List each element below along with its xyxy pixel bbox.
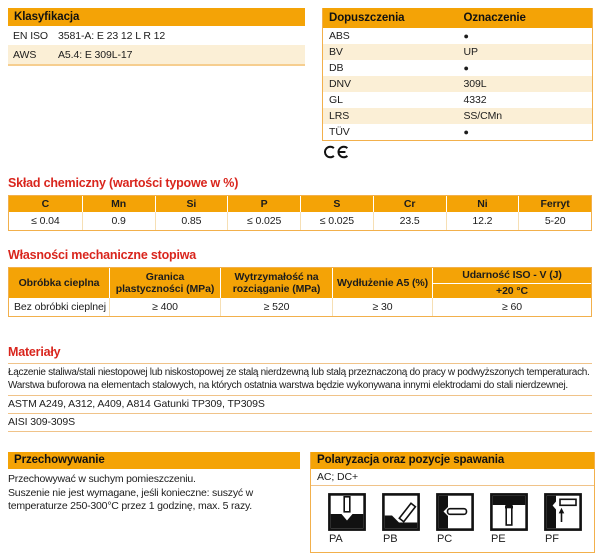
storage-section bbox=[8, 452, 300, 514]
classification-header: Klasyfikacja bbox=[8, 8, 305, 26]
classification-value: 3581-A: E 23 12 L R 12 bbox=[58, 29, 166, 42]
approval-body: DB bbox=[329, 62, 344, 74]
table-row bbox=[323, 76, 592, 92]
chemical-table bbox=[8, 195, 592, 231]
welding-position-pf bbox=[544, 493, 582, 545]
classification-standard: AWS bbox=[13, 48, 37, 61]
materials-standard-line: AISI 309-309S bbox=[8, 414, 592, 432]
column-header: Granica plastyczności (MPa) bbox=[109, 268, 220, 298]
column-header: Ferryt bbox=[518, 196, 591, 212]
table-row bbox=[8, 45, 305, 64]
approval-body: TÜV bbox=[329, 126, 350, 138]
cell-value: 0.9 bbox=[82, 212, 155, 230]
table-row bbox=[323, 44, 592, 60]
chemical-value-row bbox=[9, 212, 591, 230]
classification-table bbox=[8, 8, 305, 66]
storage-header: Przechowywanie bbox=[8, 452, 300, 469]
column-header: Obróbka cieplna bbox=[18, 276, 100, 289]
position-pc-icon bbox=[436, 493, 474, 531]
impact-header-label: Udarność ISO - V (J) bbox=[462, 269, 562, 281]
position-label: PC bbox=[437, 533, 453, 545]
table-row bbox=[323, 124, 592, 140]
position-label: PF bbox=[545, 533, 559, 545]
approval-designation: ● bbox=[463, 127, 469, 137]
storage-line: Przechowywać w suchym pomieszczeniu. bbox=[8, 473, 196, 485]
materials-section-title: Materiały bbox=[8, 345, 61, 359]
approval-designation: 309L bbox=[463, 78, 487, 90]
approval-designation: SS/CMn bbox=[463, 110, 502, 122]
materials-description: Łączenie staliwa/stali niestopowej lub niskostopowej ze stalą nierdzewną lub stalą przeznaczoną do pracy w podwyższonych temperaturach. Warstwa buforowa na elementach stalowych, na których ostatnia warstwa będzie wykonywana innymi elektrodami do stali nierdzewnej. bbox=[8, 363, 592, 396]
approval-body: LRS bbox=[329, 110, 350, 122]
cell-value: 12.2 bbox=[446, 212, 519, 230]
cell-value: 0.85 bbox=[155, 212, 228, 230]
cell-value: 23.5 bbox=[373, 212, 446, 230]
chemical-header-row bbox=[9, 196, 591, 212]
column-header: S bbox=[300, 196, 373, 212]
mechanical-header-row bbox=[9, 268, 591, 298]
cell-value: 5-20 bbox=[518, 212, 591, 230]
table-row bbox=[323, 92, 592, 108]
cell-value: ≥ 520 bbox=[220, 298, 332, 316]
mechanical-value-row bbox=[9, 298, 591, 316]
cell-value: ≥ 400 bbox=[109, 298, 220, 316]
position-pa-icon bbox=[328, 493, 366, 531]
cell-value: ≥ 30 bbox=[332, 298, 432, 316]
column-header: C bbox=[41, 198, 50, 210]
column-header: Si bbox=[155, 196, 228, 212]
approval-designation: ● bbox=[463, 31, 469, 41]
welding-position-pc bbox=[436, 493, 474, 545]
table-row bbox=[323, 108, 592, 124]
column-header: Cr bbox=[373, 196, 446, 212]
approvals-header-row bbox=[323, 8, 592, 28]
table-row bbox=[8, 26, 305, 45]
cell-value: Bez obróbki cieplnej bbox=[14, 301, 106, 313]
mechanical-section-title: Własności mechaniczne stopiwa bbox=[8, 248, 197, 262]
welding-position-pb bbox=[382, 493, 420, 545]
designation-header: Oznaczenie bbox=[463, 12, 526, 24]
welding-position-pe bbox=[490, 493, 528, 545]
polarization-section bbox=[310, 452, 595, 553]
position-label: PA bbox=[329, 533, 343, 545]
cell-value: ≥ 60 bbox=[432, 298, 591, 316]
materials-standard-line: ASTM A249, A312, A409, A814 Gatunki TP309, TP309S bbox=[8, 396, 592, 414]
approval-body: ABS bbox=[329, 30, 350, 42]
column-header: Ni bbox=[446, 196, 519, 212]
welding-position-pa bbox=[328, 493, 366, 545]
impact-temperature: +20 °C bbox=[433, 283, 591, 298]
approval-body: DNV bbox=[329, 78, 351, 90]
approval-designation: ● bbox=[463, 63, 469, 73]
mechanical-table bbox=[8, 267, 592, 317]
impact-column-header bbox=[432, 268, 591, 298]
column-header: Mn bbox=[82, 196, 155, 212]
approvals-header: Dopuszczenia bbox=[329, 12, 405, 24]
current-type-value: AC; DC+ bbox=[311, 469, 594, 486]
position-pe-icon bbox=[490, 493, 528, 531]
storage-line: Suszenie nie jest wymagane, jeśli konieczne: suszyć w temperaturze 250-300°C przez 1 godzinę, max. 5 razy. bbox=[8, 486, 254, 512]
approvals-table bbox=[322, 8, 593, 141]
position-pb-icon bbox=[382, 493, 420, 531]
approval-designation: UP bbox=[463, 46, 478, 58]
approval-body: BV bbox=[329, 46, 343, 58]
position-label: PE bbox=[491, 533, 506, 545]
column-header: P bbox=[227, 196, 300, 212]
position-pf-icon bbox=[544, 493, 582, 531]
classification-standard: EN ISO bbox=[13, 29, 48, 42]
table-row bbox=[323, 28, 592, 44]
chemical-composition-section bbox=[8, 176, 592, 231]
mechanical-properties-section bbox=[8, 248, 592, 317]
approval-designation: 4332 bbox=[463, 94, 487, 106]
chemical-section-title: Skład chemiczny (wartości typowe w %) bbox=[8, 176, 239, 190]
welding-positions-row bbox=[311, 486, 594, 545]
materials-section bbox=[8, 345, 592, 432]
ce-mark-icon bbox=[324, 143, 351, 164]
cell-value: ≤ 0.025 bbox=[227, 212, 300, 230]
storage-text bbox=[8, 469, 300, 514]
position-label: PB bbox=[383, 533, 398, 545]
cell-value: ≤ 0.025 bbox=[300, 212, 373, 230]
table-row bbox=[323, 60, 592, 76]
approval-body: GL bbox=[329, 94, 343, 106]
column-header: Wytrzymałość na rozciąganie (MPa) bbox=[220, 268, 332, 298]
column-header: Wydłużenie A5 (%) bbox=[332, 268, 432, 298]
classification-value: A5.4: E 309L-17 bbox=[58, 48, 133, 61]
cell-value: ≤ 0.04 bbox=[31, 215, 60, 227]
polarization-header: Polaryzacja oraz pozycje spawania bbox=[311, 452, 594, 469]
